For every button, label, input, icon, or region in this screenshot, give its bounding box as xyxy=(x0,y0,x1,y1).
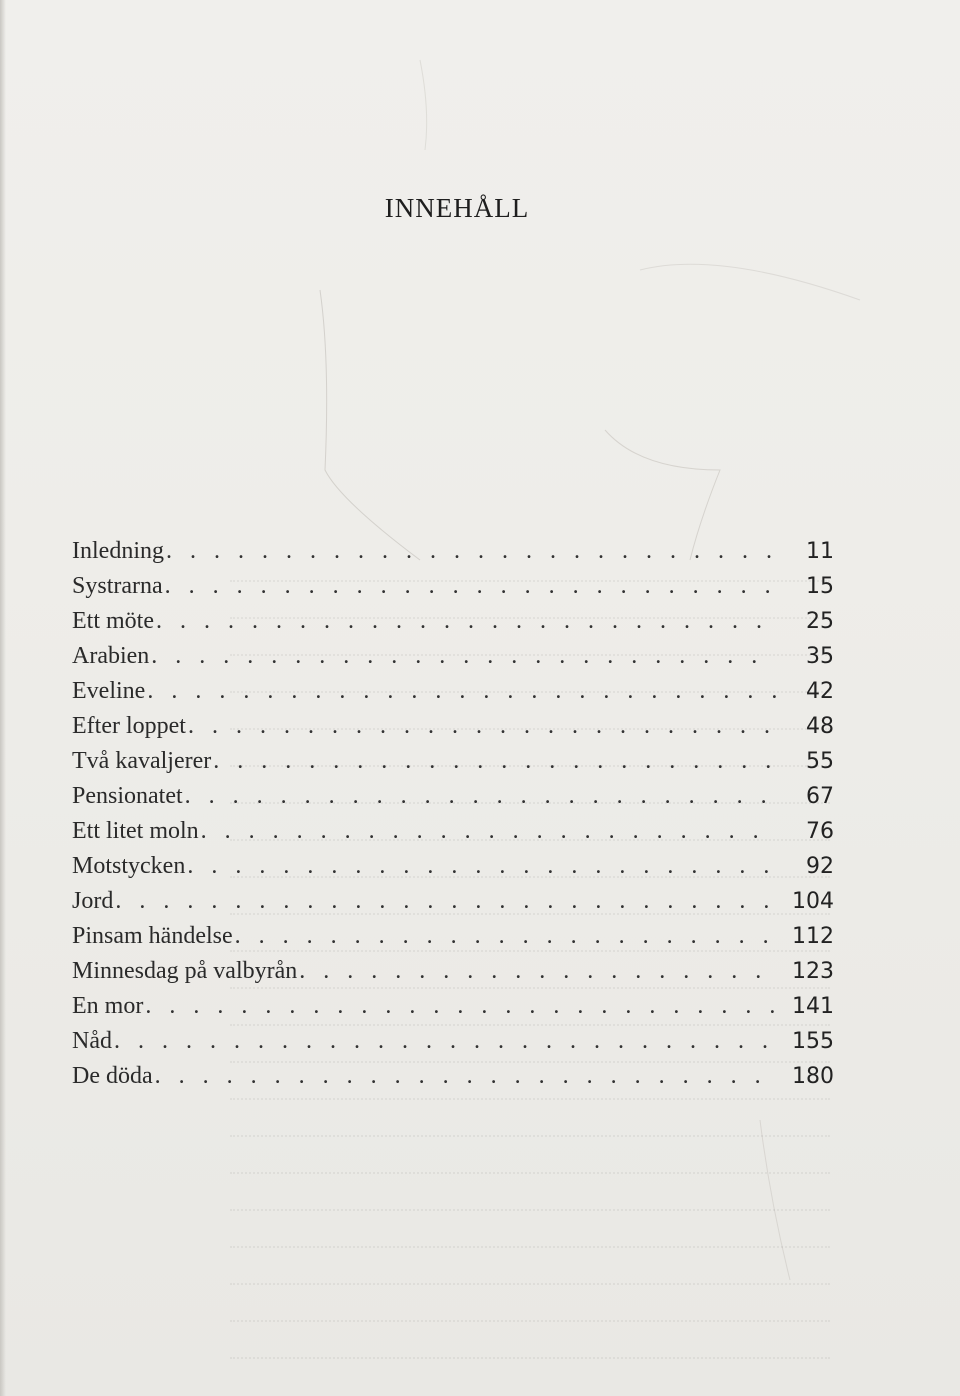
toc-dot-leader xyxy=(213,748,776,775)
toc-entry-page: 15 xyxy=(806,574,834,599)
toc-entry xyxy=(72,748,834,783)
toc-entry xyxy=(72,783,834,818)
toc-dot-leader xyxy=(145,993,776,1020)
toc-dot-leader xyxy=(155,1063,776,1090)
toc-entry xyxy=(72,573,834,608)
toc-entry-page: 35 xyxy=(806,644,834,669)
toc-entry-title: Inledning xyxy=(72,538,164,564)
toc-entry-title: Efter loppet xyxy=(72,713,186,739)
toc-entry-title: Nåd xyxy=(72,1028,112,1054)
toc-entry-title: Minnesdag på valbyrån xyxy=(72,958,298,984)
toc-entry-page: 11 xyxy=(806,539,834,564)
toc-entry xyxy=(72,678,834,713)
toc-entry xyxy=(72,1063,834,1098)
toc-entry-title: De döda xyxy=(72,1063,153,1089)
toc-entry-title: En mor xyxy=(72,993,144,1019)
toc-entry-page: 67 xyxy=(806,784,834,809)
toc-entry-page: 92 xyxy=(806,854,834,879)
toc-entry xyxy=(72,713,834,748)
toc-entry xyxy=(72,958,834,993)
toc-entry-title: Systrarna xyxy=(72,573,163,599)
toc-dot-leader xyxy=(151,643,776,670)
toc-entry-page: 42 xyxy=(806,679,834,704)
toc-entry xyxy=(72,643,834,678)
toc-entry-page: 25 xyxy=(806,609,834,634)
toc-dot-leader xyxy=(114,1028,776,1055)
toc-entry xyxy=(72,853,834,888)
toc-entry xyxy=(72,993,834,1028)
toc-dot-leader xyxy=(235,923,776,950)
toc-dot-leader xyxy=(188,713,776,740)
toc-dot-leader xyxy=(147,678,776,705)
toc-entry-title: Pensionatet xyxy=(72,783,183,809)
toc-dot-leader xyxy=(115,888,776,915)
toc-entry-title: Ett litet moln xyxy=(72,818,199,844)
table-of-contents xyxy=(72,538,834,1098)
toc-dot-leader xyxy=(165,573,776,600)
toc-entry-title: Pinsam händelse xyxy=(72,923,233,949)
toc-dot-leader xyxy=(156,608,776,635)
toc-entry-page: 155 xyxy=(792,1029,834,1054)
toc-dot-leader xyxy=(299,958,776,985)
toc-entry xyxy=(72,538,834,573)
toc-entry xyxy=(72,1028,834,1063)
toc-entry xyxy=(72,923,834,958)
toc-entry-page: 123 xyxy=(792,959,834,984)
toc-dot-leader xyxy=(201,818,776,845)
toc-entry-page: 141 xyxy=(792,994,834,1019)
toc-dot-leader xyxy=(185,783,776,810)
toc-entry xyxy=(72,888,834,923)
toc-entry xyxy=(72,608,834,643)
toc-entry-page: 104 xyxy=(792,889,834,914)
toc-entry-page: 48 xyxy=(806,714,834,739)
toc-entry-page: 55 xyxy=(806,749,834,774)
toc-entry-page: 76 xyxy=(806,819,834,844)
toc-entry-page: 112 xyxy=(792,924,834,949)
toc-entry-title: Arabien xyxy=(72,643,150,669)
toc-entry-title: Två kavaljerer xyxy=(72,748,212,774)
toc-entry-title: Motstycken xyxy=(72,853,186,879)
page-title: INNEHÅLL xyxy=(384,193,530,223)
toc-entry xyxy=(72,818,834,853)
toc-dot-leader xyxy=(166,538,776,565)
toc-entry-title: Eveline xyxy=(72,678,146,704)
toc-entry-title: Jord xyxy=(72,888,114,914)
toc-dot-leader xyxy=(187,853,776,880)
toc-entry-page: 180 xyxy=(792,1064,834,1089)
toc-entry-title: Ett möte xyxy=(72,608,154,634)
